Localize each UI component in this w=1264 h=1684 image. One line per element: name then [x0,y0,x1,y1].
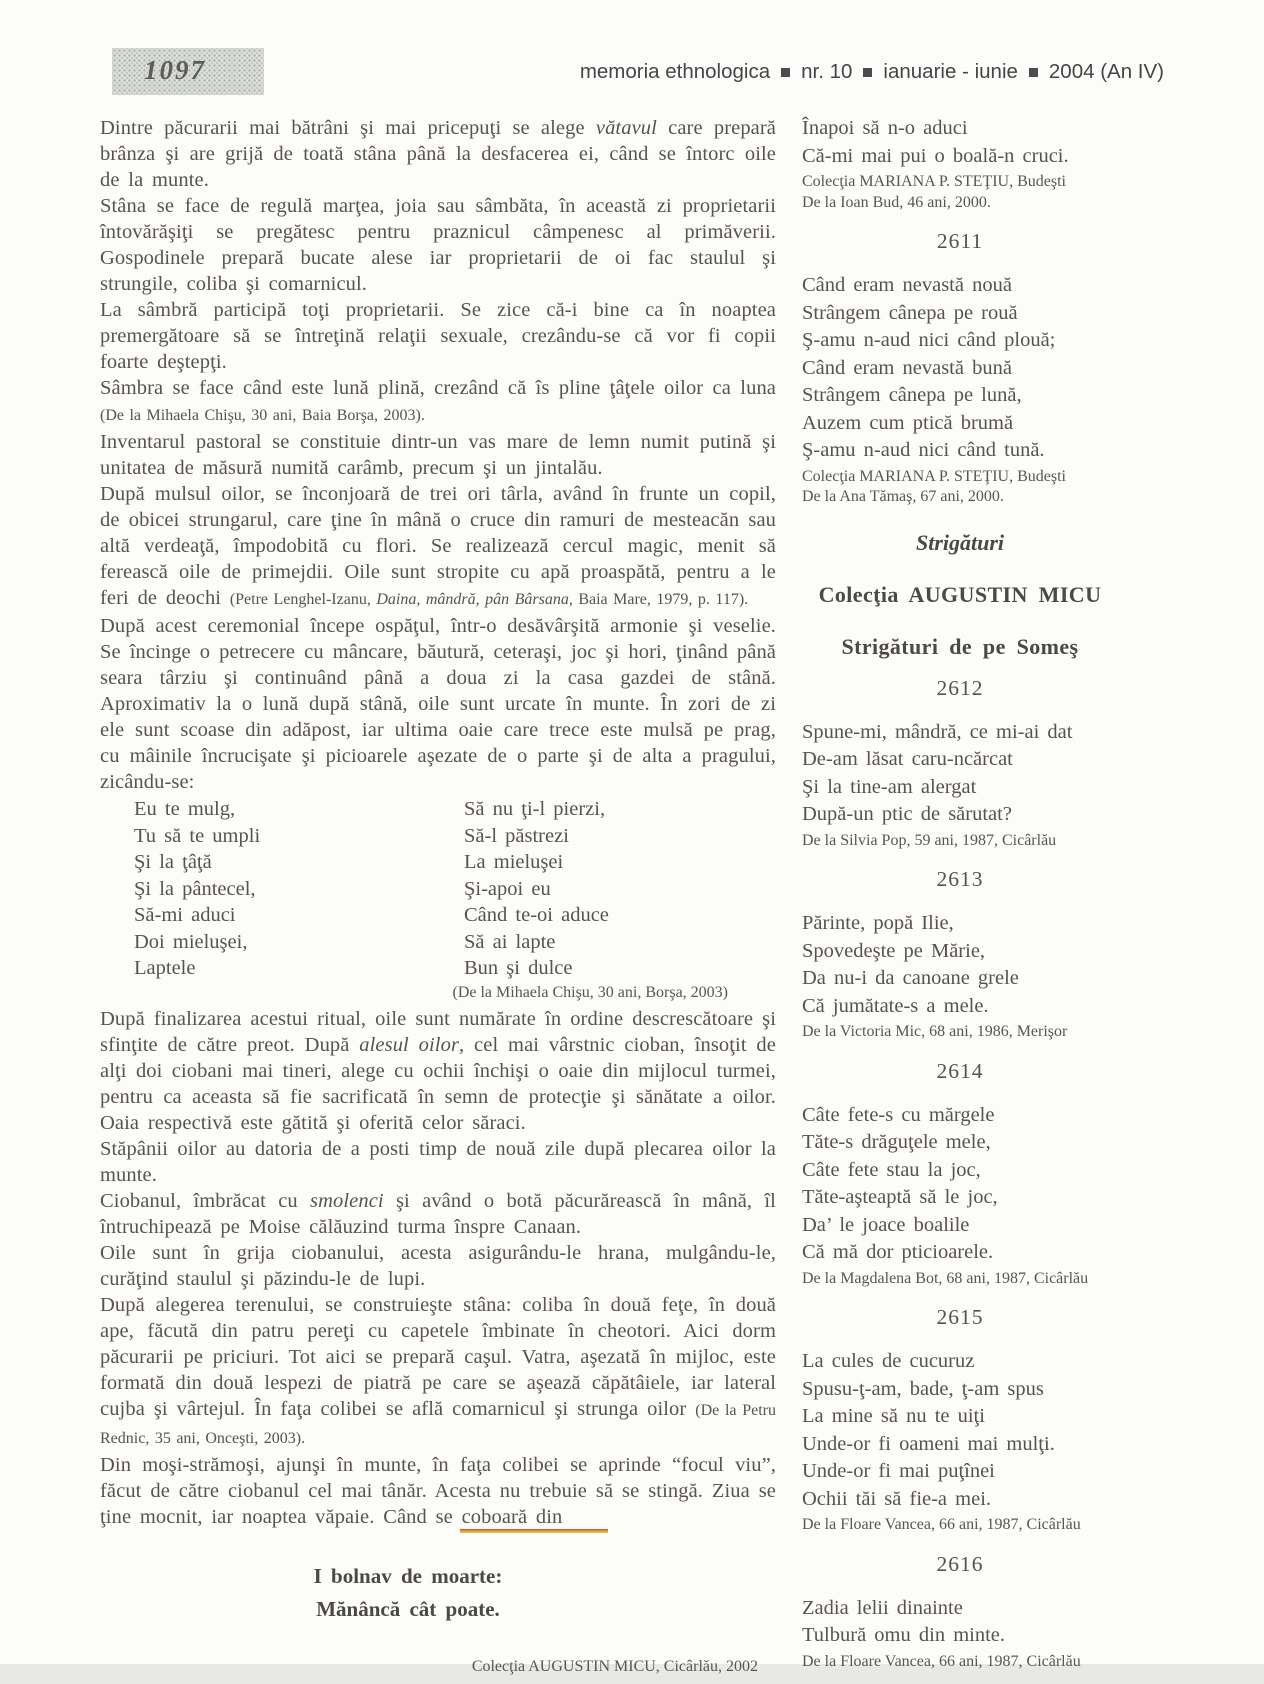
carryover-verse: Înapoi să n-o aduci Că-mi mai pui o boală-n cruci. [802,117,1069,167]
section-heading-strigaturi: Strigături [915,529,1005,555]
milking-verse-right: Să nu ţi-l pierzi, Să-l păstrezi La mieluşei Şi-apoi eu Când te-oi aduce Să ai lapte Bun şi dulce [464,798,609,979]
poem-2611-citation: Colecţia MARIANA P. STEŢIU, Budeşti De la Ana Tămaş, 67 ani, 2000. [802,467,1066,505]
milking-verse-left: Eu te mulg, Tu să te umpli Şi la ţâţă Şi la pântecel, Să-mi aduci Doi mieluşei, Laptele [134,798,261,979]
separator-square-icon [781,68,790,77]
page-body [0,95,1264,1684]
poem-number-2613: 2613 [936,867,984,891]
collection-heading: Colecţia AUGUSTIN MICU [818,581,1102,607]
paragraph-ritual: După finalizarea acestui ritual, oile sunt numărate în ordine descrescătoare şi sfinţite de către preot. După alesul oilor, cel mai vârstnic cioban, însoţit de alţi doi ciobani mai tineri, alege cu ochii închişi o oaie din mijlocul turmei, pentru ca aceasta să fie sacrificată în semn de protecţie şi sănătate a oilor. Oaia respectivă este gătită şi oferită celor săraci. [100,1007,776,1134]
poem-2611: Când eram nevastă nouă Strângem cânepa pe rouă Ş-amu n-aud nici când plouă; Când eram nevastă bună Strângem cânepa pe lună, Auzem cum ptică brumă Ş-amu n-aud nici când tună. [802,274,1056,461]
page-header [0,0,1264,95]
poem-2616: Zadia lelii dinainte Tulbură omu din minte. [802,1596,1005,1646]
poem-2613: Părinte, popă Ilie, Spovedeşte pe Mărie, Da nu-i da canoane grele Că jumătate-s a mele. [802,912,1019,1017]
paragraph-sambra: La sâmbră participă toţi proprietarii. Se zice că-i bine ca în noaptea premergătoare să se întreţină relaţii sexuale, crezându-se că vor fi copii foarte deştepţi. [100,299,776,373]
separator-square-icon [1029,68,1038,77]
poem-number-2612: 2612 [936,675,984,700]
carryover-verse-citation: Colecţia MARIANA P. STEŢIU, Budeşti De la Ioan Bud, 46 ani, 2000. [802,173,1066,211]
poem-number-2615: 2615 [936,1305,984,1329]
left-column [100,115,776,1684]
subheading-somes: Strigături de pe Someş [841,633,1079,659]
bottom-collection-citation: Colecţia AUGUSTIN MICU, Cicârlău, 2002 [471,1657,758,1675]
paragraph-muls: După mulsul oilor, se înconjoară de trei ori târla, având în frunte un copil, de obicei strungarul, care ţine în mână o cruce din ramuri de mesteacăn sau altă verdeaţă, împodobită cu flori. Se realizează cercul magic, menit să ferească oile de primejdii. Oile sunt stropite cu apă proaspătă, pentru a le feri de deochi (Petre Lenghel-Izanu, Daina, mândră, pân Bârsana, Baia Mare, 1979, p. 117). [100,483,776,609]
poem-number-2614: 2614 [936,1058,984,1083]
journal-header-line [580,60,1164,84]
poem-2612-citation: De la Silvia Pop, 59 ani, 1987, Cicârlău [802,831,1057,849]
poem-2613-citation: De la Victoria Mic, 68 ani, 1986, Merişor [802,1023,1068,1040]
poem-2615-citation: De la Floare Vancea, 66 ani, 1987, Cicârlău [802,1516,1081,1533]
issue-number: nr. 10 [801,60,853,83]
poem-2612: Spune-mi, mândră, ce mi-ai dat De-am lăsat caru-ncărcat Şi la tine-am alergat După-un ptic de sărutat? [802,720,1073,825]
paragraph-coliba: După alegerea terenului, se construieşte stâna: coliba în două feţe, în două ape, făcută din patru pereţi cu capetele îmbinate în cheotori. Aici dorm păcurarii pe priciuri. Tot aici se prepară caşul. Vatra, aşezată în mijloc, este formată din două lespezi de piatră pe care se aşează căpătâiele, iar lateral cujba şi vârtejul. În faţa colibei se află comarnicul şi strunga oilor (De la Petru Rednic, 35 ani, Onceşti, 2003). [100,1293,776,1447]
poem-number-2611: 2611 [936,229,984,253]
milking-verse-citation: (De la Mihaela Chişu, 30 ani, Borşa, 2003) [452,983,728,1001]
poem-2615: La cules de cucuruz Spusu-ţ-am, bade, ţ-am spus La mine să nu te uiţi Unde-or fi oameni mai mulţi. Unde-or fi mai puţînei Ochii tăi să fie-a mei. [802,1350,1055,1510]
paragraph-inventar: Inventarul pastoral se constituie dintr-un vas mare de lemn numit putină şi unitatea de măsură numită carâmb, precum şi un jintalău. [100,431,776,479]
separator-square-icon [863,68,872,77]
poem-2616-citation: De la Floare Vancea, 66 ani, 1987, Cicârlău [802,1652,1081,1670]
page-number-badge: 1097 [112,48,264,95]
paragraph-luna-plina: Sâmbra se face când este lună plină, crezând că îs pline ţâţele oilor ca luna (De la Mihaela Chişu, 30 ani, Baia Borşa, 2003). [100,377,776,424]
paragraph-grija: Oile sunt în grija ciobanului, acesta asigurându-le hrana, mulgându-le, curăţind staulul şi păzindu-le de lupi. [100,1241,776,1290]
journal-title: memoria ethnologica [579,60,771,83]
poem-number-2616: 2616 [936,1551,984,1576]
closing-verse: I bolnav de moarte: Mănâncă cât poate. [313,1563,503,1621]
milking-verse [100,796,776,982]
right-column [802,115,1118,1684]
poem-2614: Câte fete-s cu mărgele Tăte-s drăguţele mele, Câte fete stau la joc, Tăte-aşteaptă să le joc, Da’ le joace boalile Că mă dor pticioarele. [802,1103,998,1263]
paragraph-focul-viu: Din moşi-strămoşi, ajunşi în munte, în faţa colibei se aprinde “focul viu”, făcut de către ciobanul cel mai tânăr. Acesta nu trebuie să se stingă. Ziua se ţine mocnit, iar noaptea văpaie. Când se coboară din [100,1453,776,1528]
paragraph-vatav: Dintre păcurarii mai bătrâni şi mai pricepuţi se alege vătavul care prepară brânza şi are grijă de toată stâna până la desfacerea ei, când se întorc oile de la munte. [100,117,776,191]
issue-edition: 2004 (An IV) [1048,60,1164,83]
paragraph-stana: Stâna se face de regulă marţea, joia sau sâmbăta, în această zi proprietarii întovărăşiţi se pregătesc pentru praznicul câmpenesc al primăverii. Gospodinele prepară bucate alese iar proprietarii de oi fac staulul şi strungile, coliba şi comarnicul. [100,195,776,295]
paragraph-ceremonial: După acest ceremonial începe ospăţul, într-o desăvârşită armonie şi veselie. Se încinge o petrecere cu mâncare, băutură, ceteraşi, joc şi hori, ţinând până seara târziu şi continuând până a doua zi la casa gazdei de stână. Aproximativ la o lună după stână, oile sunt urcate în munte. În zori de zi ele sunt scoase din adăpost, iar ultima oaie care trece este mulsă pe prag, cu mâinile încrucişate şi picioarele aşezate de o parte şi de alta a pragului, zicându-se: [100,615,776,793]
paragraph-post: Stăpânii oilor au datoria de a posti timp de nouă zile după plecarea oilor la munte. [100,1137,776,1186]
paragraph-cioban: Ciobanul, îmbrăcat cu smolenci şi având o botă păcurărească în mână, îl întruchipează pe Moise călăuzind turma înspre Canaan. [100,1189,776,1238]
poem-2614-citation: De la Magdalena Bot, 68 ani, 1987, Cicârlău [802,1269,1089,1287]
issue-period: ianuarie - iunie [883,60,1018,83]
